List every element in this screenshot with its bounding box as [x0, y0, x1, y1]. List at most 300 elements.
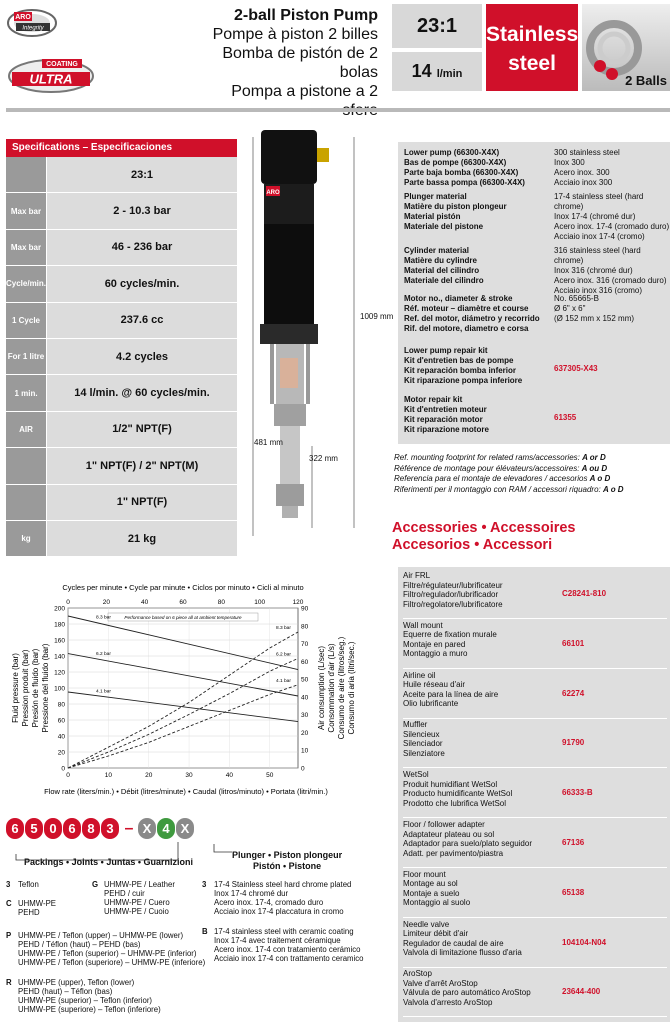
accessory-line: Airline oil: [403, 670, 436, 680]
curve-label: 4.1 bar: [96, 689, 111, 695]
packing-code: P: [6, 931, 12, 940]
material-label: Ref. del motor, diámetro y recorrido: [404, 314, 540, 323]
material-block: [404, 346, 522, 386]
spec-icon-tag: 1 min.: [14, 388, 38, 398]
curve-label: 6.2 bar: [96, 651, 111, 657]
y-right-tick: 60: [301, 658, 309, 666]
title-en: 2-ball Piston Pump: [233, 7, 378, 24]
y-left-tick: 60: [57, 717, 65, 725]
packing-line: PEHD / Téflon (haut) – PEHD (bas): [18, 940, 141, 949]
accessory-item: [403, 621, 667, 669]
material-label: Motor no., diameter & stroke: [404, 294, 513, 303]
material-value: Inox 300: [554, 158, 585, 167]
weight-icon: [6, 521, 46, 556]
material-label: Materiale del pistone: [404, 222, 484, 231]
pump-illustration: [252, 128, 362, 536]
title-it: Pompa a pistone a 2: [231, 83, 378, 100]
y-left-tick: 20: [57, 749, 65, 757]
accessory-line: Air FRL: [403, 571, 431, 580]
y-left-label: Pressione del fluido (bar): [41, 643, 50, 733]
spec-row: [6, 375, 237, 411]
accessory-line: Valvola di limitazione flusso d'aria: [403, 948, 522, 958]
ref-line: [394, 485, 670, 496]
packing-code: 3: [6, 880, 11, 889]
ref-line: [394, 474, 670, 485]
accessory-part-number: C28241-810: [562, 589, 607, 598]
packing-line: UHMW-PE: [18, 899, 56, 908]
packing-line: UHMW-PE / Cuero: [104, 898, 170, 907]
plunger-label-1: Plunger • Piston plongeur: [232, 850, 343, 860]
ref-line: [394, 464, 670, 475]
flow-icon: [6, 375, 46, 410]
spec-icon-tag: Cycle/min.: [6, 279, 47, 289]
spec-row: [6, 448, 237, 484]
material-value: Acciaio inox 300: [554, 178, 613, 187]
material-values: [554, 413, 576, 423]
accessories-title-2: Accesorios • Accessori: [392, 537, 553, 553]
material-value: 17-4 stainless steel (hard chrome): [554, 192, 644, 211]
y-right-tick: 80: [301, 623, 309, 631]
y-right-tick: 50: [301, 676, 309, 684]
y-left-tick: 40: [57, 733, 65, 741]
packing-line: UHMW-PE / Cuoio: [104, 907, 169, 916]
material-block: [404, 246, 484, 286]
material-value: Acciaio inox 316 (cromo): [554, 286, 643, 295]
material-values: [554, 246, 670, 296]
y-left-tick: 160: [54, 637, 65, 645]
y-right-tick: 20: [301, 729, 309, 737]
ref-text: Référence de montage pour élévateurs/accessoires:: [394, 463, 582, 473]
material-label: Rif. del motore, diametro e corsa: [404, 324, 529, 333]
accessory-line: WetSol: [403, 770, 429, 780]
fluid-pressure-icon: [6, 230, 46, 265]
curve-label: 8.3 bar: [276, 626, 291, 631]
spec-row: [6, 230, 237, 266]
x-top-tick: 60: [179, 599, 187, 606]
spec-value: 1/2" NPT(F): [47, 412, 237, 447]
accessory-part-number: 104104-N04: [562, 937, 607, 947]
spec-row: [6, 339, 237, 375]
dim-total: 1009 mm: [360, 312, 394, 321]
packing-code: C: [6, 899, 12, 908]
air-inlet-icon: [6, 412, 46, 447]
accessory-line: Montaggio al suolo: [403, 898, 471, 908]
material-value: 61355: [554, 413, 577, 422]
material-label: Kit reparación bomba inferior: [404, 366, 517, 375]
y-right-tick: 10: [301, 747, 309, 755]
material-label: Material pistón: [404, 212, 461, 221]
x-top-tick: 20: [102, 599, 110, 606]
specifications-table: [6, 139, 237, 557]
accessory-line: Needle valve: [403, 919, 450, 929]
performance-chart: [6, 578, 376, 800]
accessory-part-number: 23644-400: [562, 987, 601, 997]
accessory-item: [403, 920, 667, 968]
part-option-digit: X: [176, 818, 194, 839]
packing-line: UHMW-PE (superior) – Teflon (inferior): [18, 996, 153, 1005]
pump-ratio-badge: 23:1: [392, 4, 482, 48]
y-right-label: Air consumption (L/sec): [317, 645, 326, 731]
material-label: Cylinder material: [404, 246, 469, 255]
y-left-tick: 80: [57, 701, 65, 709]
curve-label: 8.3 bar: [96, 615, 111, 621]
spec-icon-tag: 1 Cycle: [11, 315, 41, 325]
accessory-item: [403, 820, 667, 868]
spec-row: [6, 157, 237, 193]
spec-value: 1" NPT(F) / 2" NPT(M): [47, 448, 237, 483]
spec-value: 2 - 10.3 bar: [47, 193, 237, 228]
spec-value: 1" NPT(F): [47, 485, 237, 520]
x-label: Flow rate (liters/min.) • Débit (litres/minute) • Caudal (litros/minuto) • Portata (litri/min.): [44, 787, 328, 796]
y-left-tick: 200: [54, 605, 65, 613]
stainless-line2: steel: [508, 52, 556, 75]
balls-label: 2 Balls: [625, 73, 667, 88]
y-left-label: Pression produit (bar): [21, 649, 30, 727]
material-label: Kit d'entretien moteur: [404, 405, 487, 414]
accessory-line: Equerre de fixation murale: [403, 630, 497, 640]
plunger-label-2: Pistón • Pistone: [252, 861, 322, 871]
material-block: [404, 294, 540, 334]
material-label: Kit riparazione motore: [404, 425, 489, 434]
accessory-line: Olio lubrificante: [403, 699, 459, 709]
packing-code: R: [6, 978, 12, 987]
packing-line: PEHD (haut) – Téflon (bas): [18, 987, 113, 996]
material-label: Lower pump repair kit: [404, 346, 488, 355]
material-value: No. 65665-B: [554, 294, 599, 303]
y-right-label: Consumo di aria (litri/sec.): [347, 641, 356, 735]
aro-integrity-logo: [6, 6, 58, 40]
accessory-line: Adatt. per pavimento/piastra: [403, 848, 504, 858]
plunger-label: [232, 850, 342, 872]
spec-value: 237.6 cc: [47, 303, 237, 338]
packings-label: Packings • Joints • Juntas • Guarnizioni: [24, 857, 193, 867]
material-value: 637305-X43: [554, 364, 598, 373]
accessory-line: Producto humidificante WetSol: [403, 789, 513, 799]
coating-ultra-logo: [6, 56, 96, 94]
part-number: [6, 818, 195, 842]
accessory-line: Regulador de caudal de aire: [403, 938, 504, 948]
part-digit: 6: [63, 818, 81, 839]
accessory-line: Valve d'arrêt AroStop: [403, 978, 478, 988]
part-digit: 0: [44, 818, 62, 839]
accessory-part-number: 62274: [562, 688, 585, 698]
accessory-line: Silencieux: [403, 729, 440, 739]
stainless-line1: Stainless: [486, 23, 579, 46]
material-block: [404, 192, 507, 232]
packing-line: PEHD / cuir: [104, 889, 145, 898]
y-left-tick: 140: [54, 653, 65, 661]
y-right-label: Consommation d'air (L/s): [327, 643, 336, 733]
material-label: Motor repair kit: [404, 395, 463, 404]
plunger-line: Acciaio inox 17-4 placcatura in cromo: [214, 907, 344, 916]
material-values: [554, 148, 620, 188]
svg-text:COATING: COATING: [46, 61, 78, 68]
accessory-line: Adaptador para suelo/plato seguidor: [403, 839, 532, 848]
accessory-part-number: 65138: [562, 887, 585, 897]
material-value: Acero inox. 316 (cromado duro): [554, 276, 667, 285]
two-balls-badge: [582, 4, 670, 91]
plunger-option: [214, 927, 364, 963]
plunger-line: Acciaio inox 17-4 con trattamento ceramico: [214, 954, 364, 963]
accessory-item: [403, 969, 667, 1017]
material-values: [554, 364, 598, 374]
packing-option: [18, 978, 161, 1014]
accessory-line: Prodotto che lubrifica WetSol: [403, 798, 507, 808]
material-label: Kit d'entretien bas de pompe: [404, 356, 514, 365]
material-label: Bas de pompe (66300-X4X): [404, 158, 507, 167]
accessory-line: Silenciador: [403, 739, 443, 749]
dim-inner: 322 mm: [309, 454, 338, 463]
accessory-line: Filtro/regolatore/lubrificatore: [403, 599, 503, 609]
title-fr: Pompe à piston 2 billes: [212, 26, 378, 43]
plunger-bracket: [196, 842, 236, 858]
stainless-steel-badge: [486, 4, 578, 91]
part-option-digit: X: [138, 818, 156, 839]
y-left-label: Fluid pressure (bar): [11, 653, 20, 723]
plunger-line: 17-4 Stainless steel hard chrome plated: [214, 880, 352, 889]
accessory-item: [403, 870, 667, 918]
y-right-tick: 90: [301, 605, 309, 613]
accessory-line: Montage au sol: [403, 879, 458, 889]
material-label: Materiale del cilindro: [404, 276, 484, 285]
spec-value: 60 cycles/min.: [47, 266, 237, 301]
ref-line: [394, 453, 670, 464]
ref-text: Riferimenti per il montaggio con RAM / accessori riquadro:: [394, 484, 603, 494]
material-label: Réf. moteur – diamètre et course: [404, 304, 529, 313]
x-top-tick: 40: [141, 599, 149, 606]
displacement-icon: [6, 303, 46, 338]
accessory-line: Montaje a suelo: [403, 888, 460, 898]
spec-row: [6, 521, 237, 557]
svg-text:ULTRA: ULTRA: [29, 71, 73, 87]
material-label: Matière du piston plongeur: [404, 202, 507, 211]
y-right-tick: 70: [301, 641, 309, 649]
y-left-tick: 120: [54, 669, 65, 677]
packing-option: [18, 880, 39, 889]
accessory-line: Montaggio a muro: [403, 649, 468, 659]
spec-icon-tag: Max bar: [10, 206, 42, 216]
y-left-tick: 0: [61, 765, 65, 773]
accessory-line: Aceite para la línea de aire: [403, 689, 499, 699]
spec-value: 46 - 236 bar: [47, 230, 237, 265]
spec-row: [6, 412, 237, 448]
mounting-references: [394, 453, 670, 495]
material-label: Matière du cylindre: [404, 256, 477, 265]
x-top-tick: 100: [254, 599, 266, 606]
accessory-line: Muffler: [403, 720, 428, 730]
x-top-tick: 0: [66, 599, 70, 606]
flow-badge: [392, 52, 482, 91]
ref-bold: A o D: [602, 484, 624, 494]
material-label: Parte baja bomba (66300-X4X): [404, 168, 519, 177]
accessory-line: Floor / follower adapter: [403, 820, 485, 829]
accessory-part-number: 66333-B: [562, 788, 593, 798]
accessory-line: Huile réseau d'air: [403, 680, 466, 690]
accessory-part-number: 91790: [562, 738, 585, 748]
plunger-line: 17-4 stainless steel with ceramic coating: [214, 927, 354, 936]
y-left-tick: 180: [54, 621, 65, 629]
y-right-tick: 30: [301, 712, 309, 720]
part-digit: 3: [101, 818, 119, 839]
y-right-label: Consumo de aire (litros/seg.): [337, 636, 346, 740]
packing-line: Teflon: [18, 880, 39, 889]
material-value: Acero inox. 17-4 (cromado duro): [554, 222, 670, 231]
part-digit: 8: [82, 818, 100, 839]
flow-unit: l/min: [436, 68, 463, 80]
material-value: 316 stainless steel (hard chrome): [554, 246, 641, 265]
spec-row: [6, 266, 237, 302]
ratio-icon: [6, 157, 46, 192]
spec-row: [6, 193, 237, 229]
dim-lower: 481 mm: [254, 438, 283, 447]
x-bottom-tick: 50: [266, 772, 274, 779]
accessory-line: Válvula de paro automático AroStop: [403, 988, 531, 998]
accessory-part-number: 67136: [562, 838, 585, 847]
accessory-line: Silenziatore: [403, 748, 445, 758]
svg-text:Integrity: Integrity: [22, 25, 44, 32]
accessory-line: Filtre/régulateur/lubrificateur: [403, 580, 503, 590]
material-values: [554, 294, 634, 324]
accessory-line: AroStop: [403, 969, 432, 979]
plunger-line: Inox 17-4 chromé dur: [214, 889, 289, 898]
spec-row: [6, 485, 237, 521]
spec-icon-tag: kg: [21, 534, 31, 544]
x-top-tick: 120: [292, 599, 304, 606]
accessory-item: [403, 571, 667, 619]
chart-note: Performance based on 6 piece all at ambient temperature: [124, 615, 242, 620]
material-label: Kit riparazione pompa inferiore: [404, 376, 523, 385]
part-digit: 5: [25, 818, 43, 839]
ref-bold: A or D: [582, 453, 606, 462]
material-value: Inox 17-4 (chromé dur): [554, 212, 636, 221]
accessory-line: Floor mount: [403, 869, 446, 879]
accessory-line: Adaptateur plateau ou sol: [403, 829, 495, 839]
spec-value: 21 kg: [47, 521, 237, 556]
y-left-label: Presión de fluido (bar): [31, 648, 40, 728]
svg-text:ARO: ARO: [15, 14, 31, 21]
accessory-line: Montaje en pared: [403, 639, 466, 649]
cycles-per-litre-icon: [6, 339, 46, 374]
options-legend: [6, 877, 386, 1022]
flow-value: 14: [411, 61, 432, 81]
x-bottom-tick: 0: [66, 772, 70, 779]
plunger-line: Inox 17-4 avec traitement céramique: [214, 936, 341, 945]
header-divider: [6, 108, 670, 112]
spec-value: 14 l/min. @ 60 cycles/min.: [47, 375, 237, 410]
x-bottom-tick: 10: [104, 772, 112, 779]
spec-value: 23:1: [47, 157, 237, 192]
material-block: [404, 395, 489, 435]
x-bottom-tick: 30: [185, 772, 193, 779]
part-option-digit: 4: [157, 818, 175, 839]
accessory-item: [403, 720, 667, 768]
packing-line: UHMW-PE / Teflon (superiore) – UHMW-PE (inferiore): [18, 958, 206, 967]
accessory-line: Valvola d'arresto AroStop: [403, 997, 493, 1007]
spec-icon-tag: Max bar: [10, 242, 42, 252]
y-left-tick: 100: [54, 685, 65, 693]
ref-text: Referencia para el montaje de elevadores / accesorios: [394, 474, 590, 483]
material-value: (Ø 152 mm x 152 mm): [554, 314, 635, 323]
accessory-line: Wall mount: [403, 620, 443, 630]
plunger-code: B: [202, 927, 208, 936]
pump-brand-text: ARO: [266, 190, 280, 196]
part-digit: 6: [6, 818, 24, 839]
ref-text: Ref. mounting footprint for related rams/accessories:: [394, 453, 583, 462]
spec-icon-tag: For 1 litre: [7, 352, 45, 362]
accessory-item: [403, 671, 667, 719]
curve-label: 6.2 bar: [276, 652, 291, 658]
accessory-item: [403, 770, 667, 818]
part-dash: –: [124, 820, 134, 837]
material-label: Kit reparación motor: [404, 415, 483, 424]
accessory-line: Limiteur débit d'air: [403, 929, 469, 939]
material-value: Inox 316 (chromé dur): [554, 266, 633, 275]
material-value: Ø 6" x 6": [554, 304, 586, 313]
material-value: 300 stainless steel: [554, 148, 620, 157]
packing-line: UHMW-PE / Teflon (superior) – UHMW-PE (inferior): [18, 949, 197, 958]
chart-title: Cycles per minute • Cycle par minute • Ciclos por minuto • Cicli al minuto: [62, 583, 304, 592]
packing-option: [18, 931, 205, 967]
ref-bold: A ou D: [581, 463, 608, 473]
packing-line: UHMW-PE (upper), Teflon (lower): [18, 978, 135, 987]
packing-code: G: [92, 880, 99, 889]
material-label: Lower pump (66300-X4X): [404, 148, 500, 157]
accessory-line: Filtro/regulador/lubrificador: [403, 590, 499, 599]
accessory-part-number: 66101: [562, 638, 585, 648]
material-values: [554, 192, 670, 242]
fluid-outlet-icon: [6, 485, 46, 520]
x-bottom-tick: 20: [145, 772, 153, 779]
packing-line: UHMW-PE / Leather: [104, 880, 175, 889]
material-label: Material del cilindro: [404, 266, 480, 275]
plunger-code: 3: [202, 880, 207, 889]
product-title: [206, 6, 378, 120]
packing-line: UHMW-PE / Teflon (upper) – UHMW-PE (lower): [18, 931, 184, 940]
material-label: Plunger material: [404, 192, 467, 201]
packing-option: [18, 899, 56, 917]
packing-option: [104, 880, 175, 916]
material-value: Acero inox. 300: [554, 168, 610, 177]
accessories-panel: [398, 567, 670, 1022]
plunger-line: Acero inox. 17-4 con tratamiento cerámico: [214, 945, 361, 954]
accessory-line: Produit humidifiant WetSol: [403, 779, 498, 789]
x-bottom-tick: 40: [225, 772, 234, 779]
materials-panel: [398, 142, 670, 444]
spec-icon-tag: AIR: [19, 424, 33, 434]
fluid-inlet-outlet-icon: [6, 448, 46, 483]
curve-label: 4.1 bar: [276, 678, 291, 684]
material-label: Parte bassa pompa (66300-X4X): [404, 178, 525, 187]
plunger-line: Acero inox. 17-4, cromado duro: [214, 898, 324, 907]
accessories-title-1: Accessories • Accessoires: [392, 520, 576, 536]
material-value: Acciaio inox 17-4 (cromo): [554, 232, 645, 241]
material-block: [404, 148, 525, 188]
packing-line: PEHD: [18, 908, 40, 917]
accessories-title: [392, 520, 576, 554]
title-es: Bomba de pistón de 2 bolas: [222, 45, 378, 81]
y-right-tick: 0: [301, 765, 305, 773]
ref-bold: A o D: [589, 474, 611, 483]
packing-line: UHMW-PE (superiore) – Teflon (inferiore): [18, 1005, 161, 1014]
x-top-tick: 80: [217, 599, 225, 606]
cycle-rate-icon: [6, 266, 46, 301]
spec-row: [6, 303, 237, 339]
air-pressure-icon: [6, 193, 46, 228]
spec-value: 4.2 cycles: [47, 339, 237, 374]
plunger-option: [214, 880, 351, 916]
spec-header: Specifications – Especificaciones: [6, 139, 237, 157]
y-right-tick: 40: [301, 694, 309, 702]
